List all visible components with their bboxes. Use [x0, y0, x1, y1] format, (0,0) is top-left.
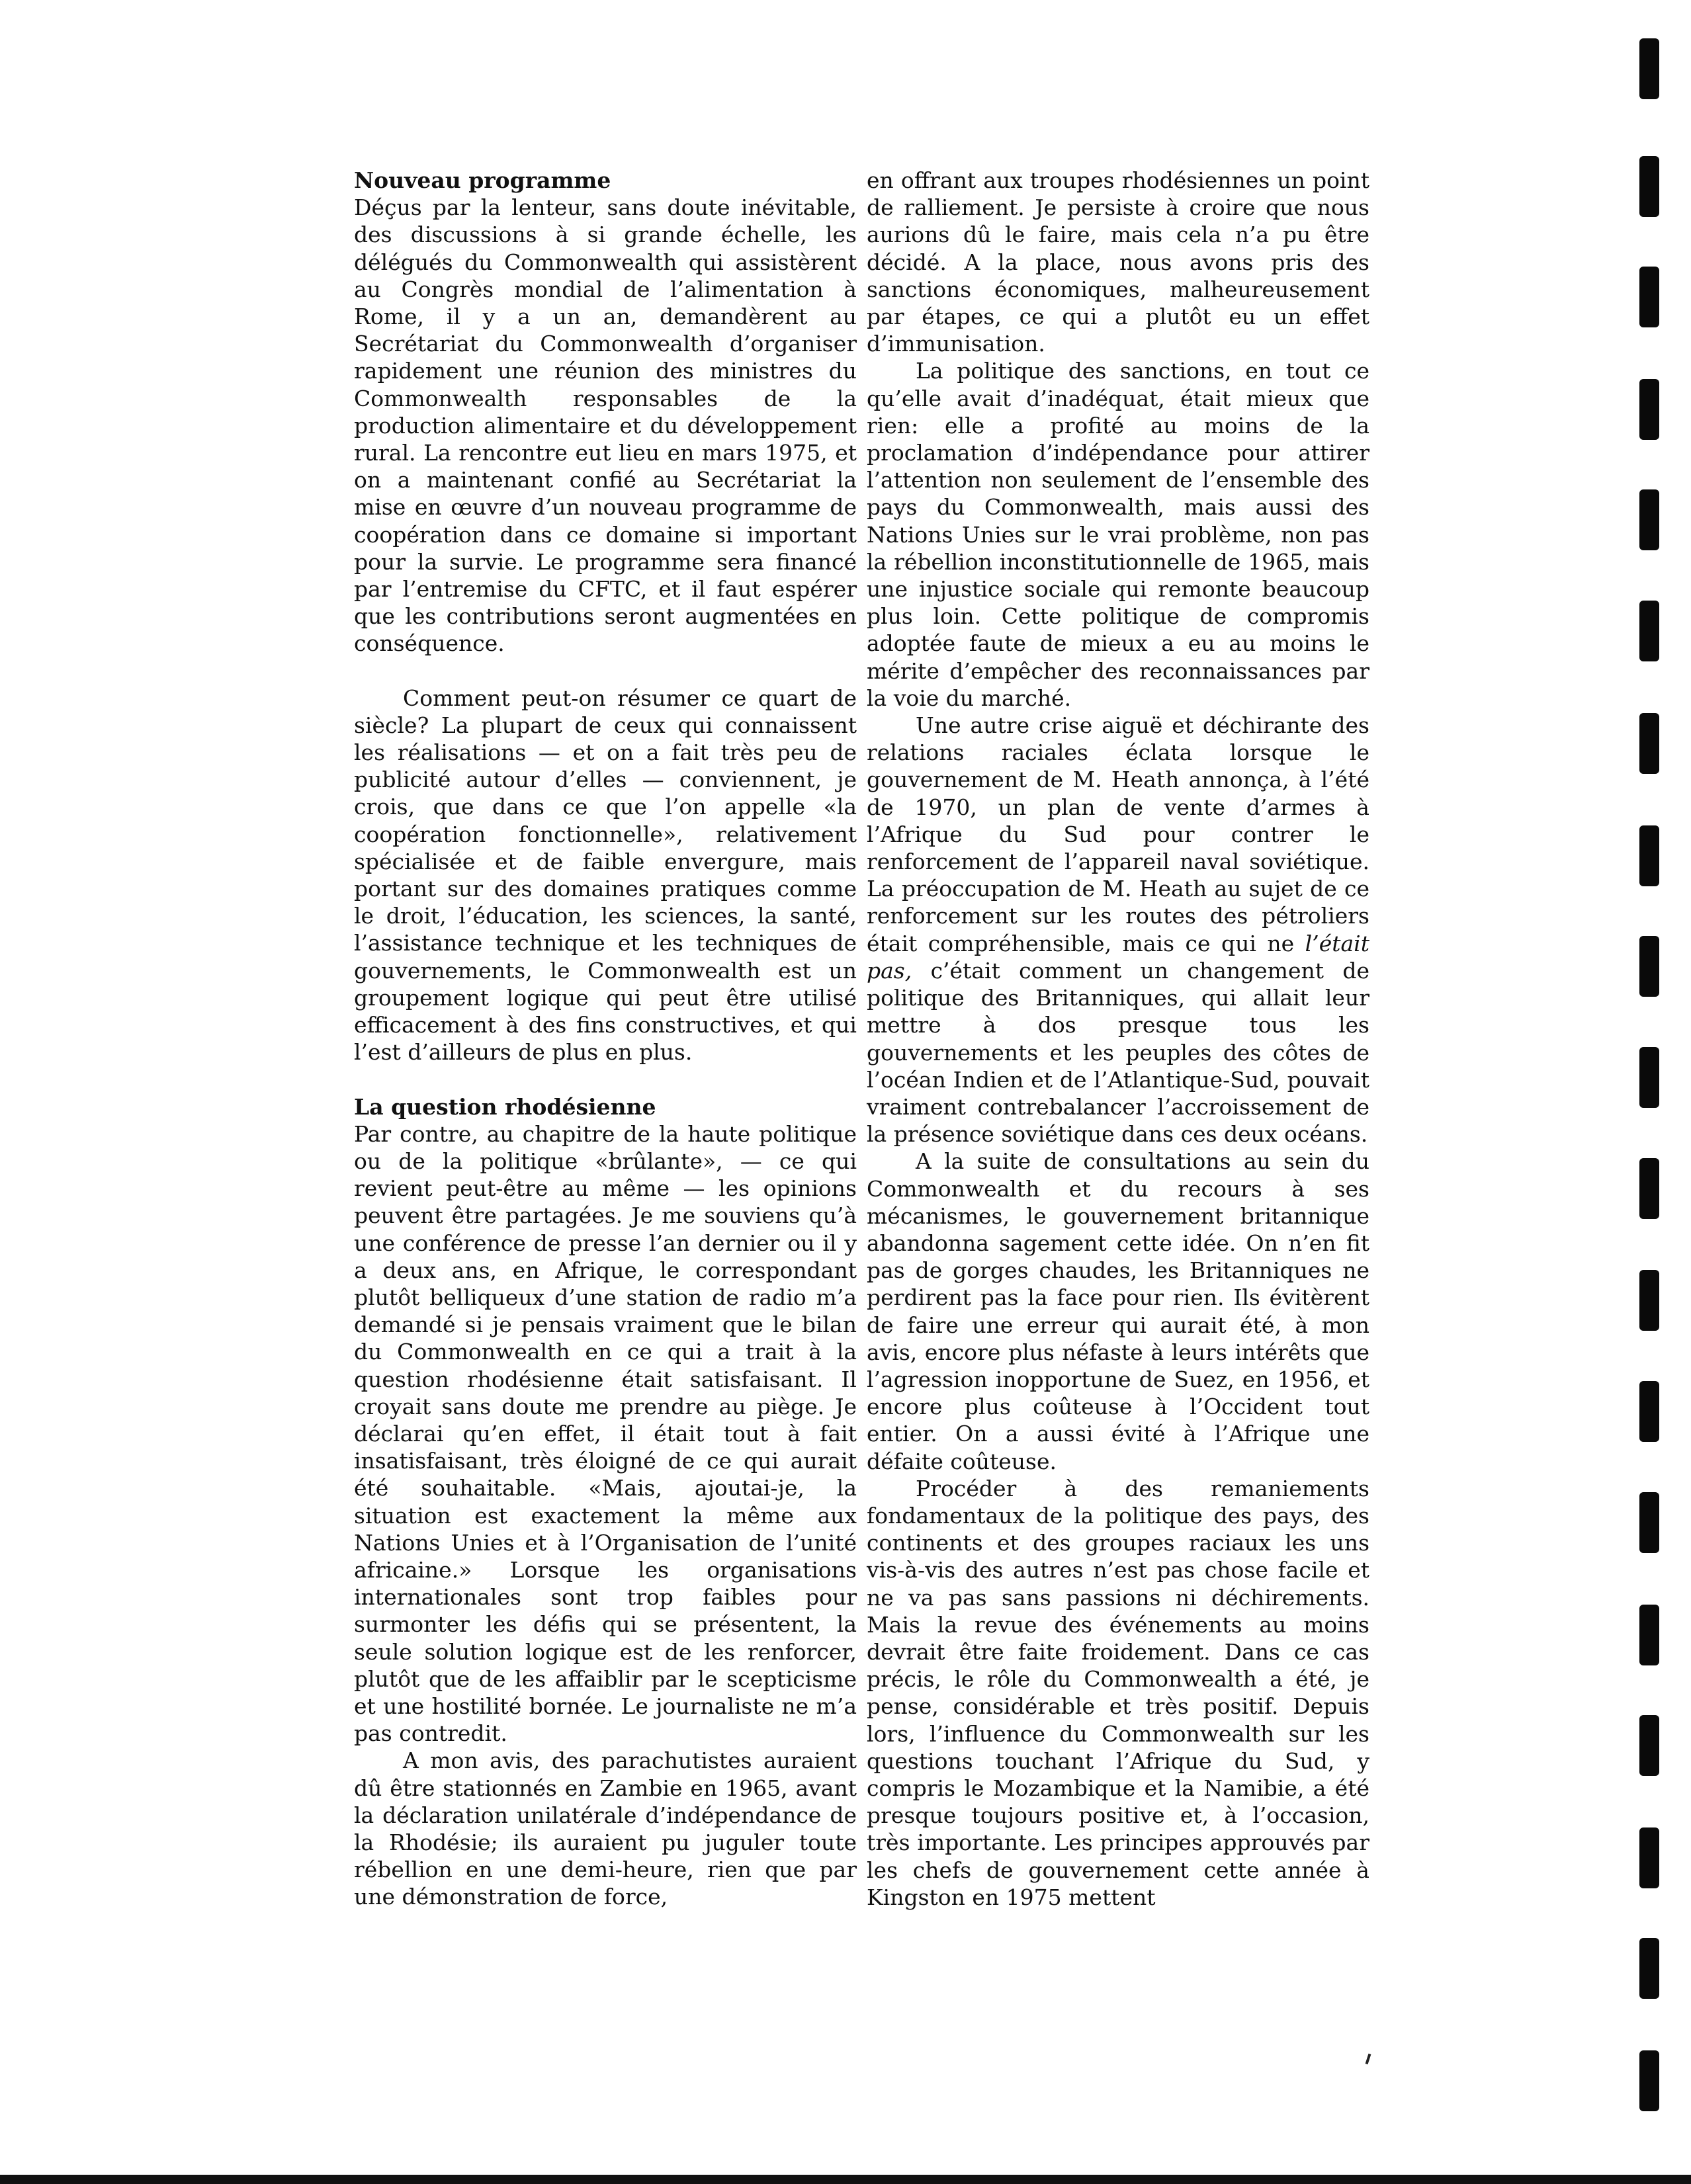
binder-hole-mark [1639, 1827, 1659, 1888]
scan-speck [1366, 2054, 1371, 2064]
section-heading-nouveau-programme: Nouveau programme [354, 167, 611, 193]
paragraph: Par contre, au chapitre de la haute politique ou de la politique «brûlante», — ce qui revient peut-être au même — les opinions peuvent être partagées. Je me souviens qu’à une conférence de presse l’an dernier ou il y a deux ans, en Afrique, le correspondant plutôt belliqueux d’une station de radio m’a demandé si je pensais vraiment que le bilan du Commonwealth en ce qui a trait à la question rhodésienne était satisfaisant. Il croyait sans doute me prendre au piège. Je déclarai qu’en effet, il était tout à fait insatisfaisant, très éloigné de ce qui aurait été souhaitable. «Mais, ajoutai-je, la situation est exactement la même aux Nations Unies et à l’Organisation de l’unité africaine.» Lorsque les organisations internationales sont trop faibles pour surmonter les défis qui se présentent, la seule solution logique est de les renforcer, plutôt que de les affaiblir par le scepticisme et une hostilité bornée. Le journaliste ne m’a pas contredit. [354, 1120, 857, 1747]
paragraph [867, 712, 1369, 1148]
text-run: Une autre crise aiguë et déchirante des relations raciales éclata lorsque le gouvernement de M. Heath annonça, à l’été de 1970, un plan de vente d’armes à l’Afrique du Sud pour contrer le renforcement de l’appareil naval soviétique. La préoccupation de M. Heath au sujet de ce renforcement sur les routes des pétroliers était compréhensible, mais ce qui ne [867, 712, 1369, 956]
binder-hole-mark [1639, 1047, 1659, 1108]
paragraph: A la suite de consultations au sein du Commonwealth et du recours à ses mécanismes, le gouvernement britannique abandonna sagement cette idée. On n’en fit pas de gorges chaudes, les Britanniques ne perdirent pas la face pour rien. Ils évitèrent de faire une erreur qui aurait été, à mon avis, encore plus néfaste à leurs intérêts que l’agression inopportune de Suez, en 1956, et encore plus coûteuse à l’Occident tout entier. On a aussi évité à l’Afrique une défaite coûteuse. [867, 1148, 1369, 1474]
section-heading-question-rhodesienne: La question rhodésienne [354, 1093, 656, 1120]
binder-hole-mark [1639, 1158, 1659, 1219]
binder-hole-mark [1639, 38, 1659, 99]
binder-hole-mark [1639, 379, 1659, 440]
binder-holes [1639, 38, 1666, 2142]
binder-hole-mark [1639, 936, 1659, 997]
binder-hole-mark [1639, 1938, 1659, 1999]
binder-hole-mark [1639, 267, 1659, 327]
paragraph: La politique des sanctions, en tout ce qu’elle avait d’inadéquat, était mieux que rien: elle a profité au moins de la proclamation d’indépendance pour attirer l’attention non seulement de l’ensemble des pays du Commonwealth, mais aussi des Nations Unies sur le vrai problème, non pas la rébellion inconstitutionnelle de 1965, mais une injustice sociale qui remonte beaucoup plus loin. Cette politique de compromis adoptée faute de mieux a eu au moins le mérite d’empêcher des reconnaissances par la voie du marché. [867, 358, 1369, 711]
binder-hole-mark [1639, 1715, 1659, 1776]
right-column [867, 167, 1369, 1911]
scan-bottom-edge [0, 2175, 1691, 2184]
binder-hole-mark [1639, 1492, 1659, 1553]
text-run: c’était comment un changement de politique des Britanniques, qui allait leur mettre à dos presque tous les gouvernements et les peuples des côtes de l’océan Indien et de l’Atlantique-Sud, pouvait vraiment contrebalancer l’accroissement de la présence soviétique dans ces deux océans. [867, 957, 1369, 1148]
left-column [354, 167, 857, 1911]
binder-hole-mark [1639, 1381, 1659, 1442]
paragraph: en offrant aux troupes rhodésiennes un point de ralliement. Je persiste à croire que nous aurions dû le faire, mais cela n’a pu être décidé. A la place, nous avons pris des sanctions économiques, malheureusement par étapes, ce qui a plutôt eu un effet d’immunisation. [867, 167, 1369, 357]
paragraph: Déçus par la lenteur, sans doute inévitable, des discussions à si grande échelle, les délégués du Commonwealth qui assistèrent au Congrès mondial de l’alimentation à Rome, il y a un an, demandèrent au Secrétariat du Commonwealth d’organiser rapidement une réunion des ministres du Commonwealth responsables de la production alimentaire et du développement rural. La rencontre eut lieu en mars 1975, et on a maintenant confié au Secrétariat la mise en œuvre d’un nouveau programme de coopération dans ce domaine si important pour la survie. Le programme sera financé par l’entremise du CFTC, et il faut espérer que les contributions seront augmentées en conséquence. [354, 194, 857, 657]
binder-hole-mark [1639, 713, 1659, 774]
paragraph: A mon avis, des parachutistes auraient dû être stationnés en Zambie en 1965, avant la déclaration unilatérale d’indépendance de la Rhodésie; ils auraient pu juguler toute rébellion en une demi-heure, rien que par une démonstration de force, [354, 1747, 857, 1910]
binder-hole-mark [1639, 1270, 1659, 1331]
binder-hole-mark [1639, 601, 1659, 661]
binder-hole-mark [1639, 156, 1659, 217]
binder-hole-mark [1639, 489, 1659, 550]
binder-hole-mark [1639, 2050, 1659, 2111]
binder-hole-mark [1639, 1605, 1659, 1665]
paragraph: Procéder à des remaniements fondamentaux de la politique des pays, des continents et des groupes raciaux les uns vis-à-vis des autres n’est pas chose facile et ne va pas sans passions ni déchirements. Mais la revue des événements au moins devrait être faite froidement. Dans ce cas précis, le rôle du Commonwealth a été, je pense, considérable et très positif. Depuis lors, l’influence du Commonwealth sur les questions touchant l’Afrique du Sud, y compris le Mozambique et la Namibie, a été presque toujours positive et, à l’occasion, très importante. Les principes approuvés par les chefs de gouvernement cette année à Kingston en 1975 mettent [867, 1475, 1369, 1910]
italic-text: l’était pas, [867, 930, 1369, 984]
paragraph: Comment peut-on résumer ce quart de siècle? La plupart de ceux qui connaissent les réalisations — et on a fait très peu de publicité autour d’elles — conviennent, je crois, que dans ce que l’on appelle «la coopération fonctionnelle», relativement spécialisée et de faible envergure, mais portant sur des domaines pratiques comme le droit, l’éducation, les sciences, la santé, l’assistance technique et les techniques de gouvernements, le Commonwealth est un groupement logique qui peut être utilisé efficacement à des fins constructives, et qui l’est d’ailleurs de plus en plus. [354, 685, 857, 1066]
binder-hole-mark [1639, 825, 1659, 886]
